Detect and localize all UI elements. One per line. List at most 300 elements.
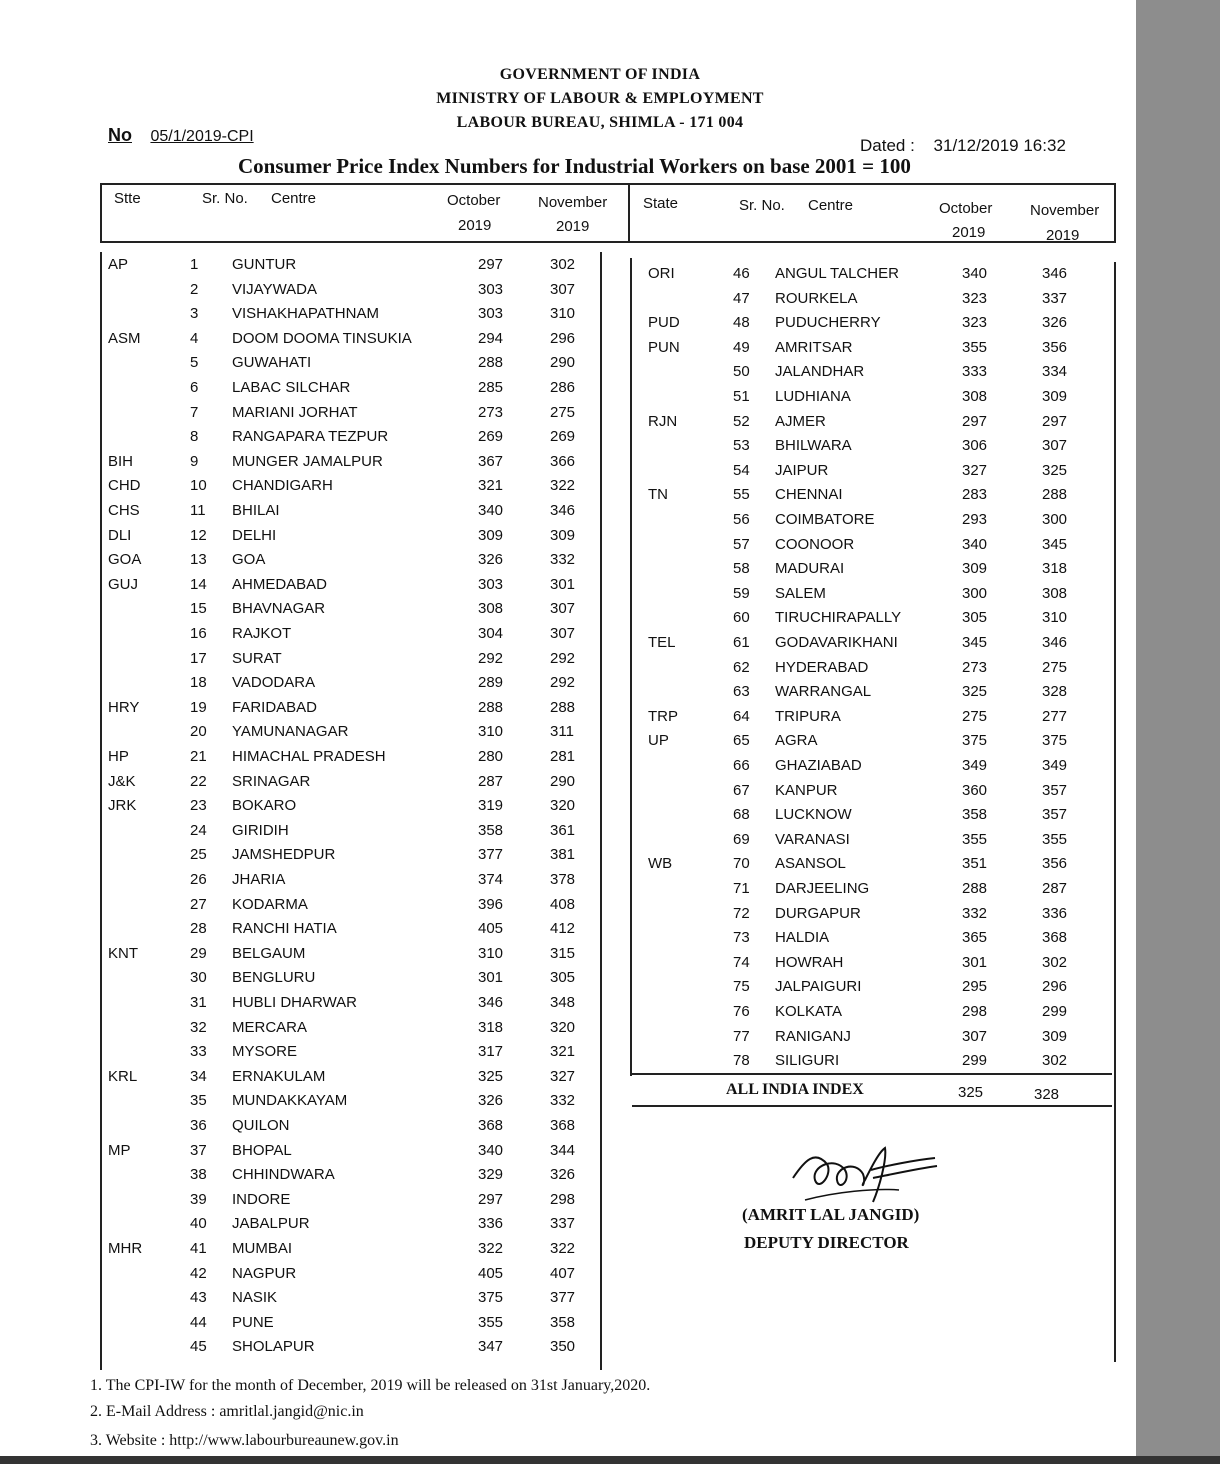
cell-centre: BELGAUM xyxy=(232,944,306,962)
cell-centre: RANIGANJ xyxy=(775,1027,851,1045)
cell-oct: 305 xyxy=(962,609,988,627)
col-header-centre-right: Centre xyxy=(808,197,854,214)
cell-state: ORI xyxy=(648,265,675,282)
cell-no: 35 xyxy=(190,1092,207,1110)
cell-state: TN xyxy=(648,486,668,504)
cell-oct: 355 xyxy=(962,338,988,356)
cell-oct: 308 xyxy=(478,600,504,618)
cell-oct: 273 xyxy=(962,658,988,676)
cell-no: 57 xyxy=(733,535,750,553)
cell-centre: TRIPURA xyxy=(775,707,841,725)
cell-nov: 377 xyxy=(550,1289,576,1307)
cell-nov: 315 xyxy=(550,944,576,962)
cell-oct: 317 xyxy=(478,1043,504,1061)
col-header-year-oct-left: 2019 xyxy=(458,217,492,234)
cell-state: CHD xyxy=(108,477,141,495)
cell-oct: 275 xyxy=(962,707,988,725)
cell-oct: 293 xyxy=(962,511,988,528)
cell-centre: WARRANGAL xyxy=(775,683,872,701)
cell-centre: GOA xyxy=(232,551,266,569)
cell-nov: 357 xyxy=(1042,781,1068,799)
cell-oct: 340 xyxy=(478,1141,504,1159)
cell-oct: 309 xyxy=(962,560,988,578)
cell-nov: 307 xyxy=(550,625,576,642)
cell-oct: 297 xyxy=(478,256,504,273)
cell-centre: SRINAGAR xyxy=(232,772,311,790)
cell-oct: 307 xyxy=(962,1027,988,1045)
cell-no: 72 xyxy=(733,904,750,922)
cell-state: PUN xyxy=(648,338,680,356)
cell-nov: 378 xyxy=(550,871,576,888)
cell-no: 71 xyxy=(733,880,750,897)
cell-nov: 337 xyxy=(550,1215,576,1233)
cell-oct: 321 xyxy=(478,477,504,495)
cell-centre: CHENNAI xyxy=(775,486,843,504)
cell-nov: 349 xyxy=(1042,757,1068,774)
cell-oct: 287 xyxy=(478,772,504,790)
all-india-november: 328 xyxy=(1034,1086,1060,1103)
cell-no: 26 xyxy=(190,871,207,888)
middle-divider xyxy=(600,252,602,1370)
cell-centre: SALEM xyxy=(775,584,826,602)
table-top-border xyxy=(100,183,1116,185)
cell-centre: YAMUNANAGAR xyxy=(232,723,349,741)
header-right-border xyxy=(1114,183,1116,242)
cell-centre: GHAZIABAD xyxy=(775,757,862,774)
cell-state: JRK xyxy=(108,797,137,815)
cell-nov: 327 xyxy=(550,1067,576,1085)
cell-oct: 375 xyxy=(478,1289,504,1307)
cell-no: 77 xyxy=(733,1027,750,1045)
cell-oct: 288 xyxy=(478,698,504,716)
cell-centre: JAIPUR xyxy=(775,461,829,479)
cell-nov: 300 xyxy=(1042,511,1068,528)
cell-oct: 327 xyxy=(962,461,988,479)
cell-no: 37 xyxy=(190,1141,207,1159)
cell-centre: CHANDIGARH xyxy=(232,477,333,495)
col-header-year-oct-right: 2019 xyxy=(952,224,986,241)
cell-centre: ANGUL TALCHER xyxy=(775,265,899,282)
cell-centre: BOKARO xyxy=(232,797,297,815)
cell-nov: 320 xyxy=(550,797,576,815)
cell-oct: 326 xyxy=(478,1092,504,1110)
document-number-value: 05/1/2019-CPI xyxy=(150,128,254,145)
col-header-state-right: State xyxy=(643,195,679,212)
cell-state: DLI xyxy=(108,526,132,544)
header-line-2: MINISTRY OF LABOUR & EMPLOYMENT xyxy=(436,90,764,107)
col-header-year-nov-left: 2019 xyxy=(556,218,590,235)
cell-no: 21 xyxy=(190,748,207,765)
cell-oct: 375 xyxy=(962,732,988,750)
cell-centre: GODAVARIKHANI xyxy=(775,634,898,651)
cell-oct: 340 xyxy=(962,265,988,282)
cell-state: WB xyxy=(648,855,673,873)
cell-no: 78 xyxy=(733,1052,750,1070)
cell-nov: 348 xyxy=(550,994,576,1011)
cell-centre: SURAT xyxy=(232,649,282,667)
cell-no: 31 xyxy=(190,994,207,1011)
cell-centre: GIRIDIH xyxy=(232,821,289,839)
cell-centre: HALDIA xyxy=(775,929,830,947)
cell-nov: 292 xyxy=(550,674,576,692)
cell-centre: BHILAI xyxy=(232,502,280,519)
cell-centre: AGRA xyxy=(775,732,818,750)
cell-nov: 296 xyxy=(1042,978,1068,996)
cell-state: ASM xyxy=(108,329,141,347)
cell-no: 56 xyxy=(733,511,750,528)
cell-oct: 336 xyxy=(478,1215,504,1233)
cell-no: 70 xyxy=(733,855,750,873)
cell-oct: 299 xyxy=(962,1052,988,1070)
cell-oct: 358 xyxy=(962,806,988,824)
cell-oct: 323 xyxy=(962,314,988,332)
cell-nov: 368 xyxy=(550,1117,576,1134)
cell-oct: 405 xyxy=(478,1264,504,1282)
cell-oct: 346 xyxy=(478,994,504,1011)
cell-centre: DELHI xyxy=(232,526,277,544)
cell-centre: JALPAIGURI xyxy=(775,978,862,996)
cell-oct: 283 xyxy=(962,486,988,504)
header-divider xyxy=(628,183,630,242)
cell-centre: DARJEELING xyxy=(775,880,870,897)
cell-no: 67 xyxy=(733,781,750,799)
cell-centre: COONOOR xyxy=(775,535,855,553)
cell-centre: MERCARA xyxy=(232,1018,308,1036)
cell-nov: 292 xyxy=(550,649,576,667)
cell-centre: GUNTUR xyxy=(232,256,297,273)
cell-oct: 351 xyxy=(962,855,988,873)
col-header-november-right: November xyxy=(1030,202,1100,219)
document-number-label: No xyxy=(108,125,132,145)
cell-state: CHS xyxy=(108,502,140,519)
cell-oct: 304 xyxy=(478,625,504,642)
cell-nov: 307 xyxy=(1042,437,1068,455)
cell-centre: KODARMA xyxy=(232,895,308,913)
cell-centre: NAGPUR xyxy=(232,1264,297,1282)
cell-no: 15 xyxy=(190,600,207,618)
cell-nov: 321 xyxy=(550,1043,576,1061)
cell-oct: 292 xyxy=(478,649,504,667)
cell-state: TRP xyxy=(648,707,678,725)
cell-no: 75 xyxy=(733,978,750,996)
cell-centre: MUMBAI xyxy=(232,1240,292,1257)
cell-nov: 346 xyxy=(1042,265,1068,282)
cell-no: 32 xyxy=(190,1018,207,1036)
cell-nov: 308 xyxy=(1042,584,1068,602)
viewer-side-margin xyxy=(1136,0,1220,1464)
cell-centre: BHILWARA xyxy=(775,437,852,455)
cell-state: HP xyxy=(108,748,129,765)
cell-oct: 329 xyxy=(478,1166,504,1184)
cell-no: 52 xyxy=(733,412,750,430)
cell-nov: 309 xyxy=(550,526,576,544)
cell-centre: LUDHIANA xyxy=(775,388,851,405)
cell-no: 53 xyxy=(733,437,750,455)
cell-nov: 361 xyxy=(550,821,576,839)
cell-centre: INDORE xyxy=(232,1190,291,1208)
cell-nov: 355 xyxy=(1042,830,1068,848)
cell-no: 14 xyxy=(190,575,207,593)
cell-no: 27 xyxy=(190,895,207,913)
cell-no: 60 xyxy=(733,609,750,627)
cell-oct: 333 xyxy=(962,363,988,381)
cell-nov: 344 xyxy=(550,1141,576,1159)
col-header-srno-right: Sr. No. xyxy=(739,197,785,214)
cell-centre: RAJKOT xyxy=(232,625,292,642)
date-value: 31/12/2019 16:32 xyxy=(933,136,1066,155)
cell-oct: 322 xyxy=(478,1240,504,1257)
cell-no: 5 xyxy=(190,354,199,372)
cell-state: BIH xyxy=(108,452,134,470)
cell-centre: BENGLURU xyxy=(232,969,316,987)
page-title: Consumer Price Index Numbers for Industrial Workers on base 2001 = 100 xyxy=(238,154,911,178)
cell-no: 18 xyxy=(190,674,207,692)
cell-centre: LUCKNOW xyxy=(775,806,852,824)
footnote-2: 2. E-Mail Address : amritlal.jangid@nic.in xyxy=(90,1403,364,1420)
cell-nov: 277 xyxy=(1042,707,1068,725)
cell-nov: 345 xyxy=(1042,535,1068,553)
cell-no: 69 xyxy=(733,830,750,848)
cell-no: 41 xyxy=(190,1240,207,1257)
cell-no: 13 xyxy=(190,551,207,569)
cell-centre: CHHINDWARA xyxy=(232,1166,335,1184)
cell-nov: 298 xyxy=(550,1190,576,1208)
header-line-3: LABOUR BUREAU, SHIMLA - 171 004 xyxy=(456,114,744,131)
cell-state: KNT xyxy=(108,944,138,962)
cell-no: 4 xyxy=(190,329,199,347)
cell-no: 59 xyxy=(733,584,750,602)
cell-nov: 326 xyxy=(1042,314,1068,332)
cell-oct: 325 xyxy=(962,683,988,701)
cell-nov: 318 xyxy=(1042,560,1068,578)
cell-centre: FARIDABAD xyxy=(232,698,318,716)
col-header-november-left: November xyxy=(538,194,608,211)
cell-nov: 309 xyxy=(1042,1027,1068,1045)
cell-centre: PUNE xyxy=(232,1313,274,1331)
cell-no: 25 xyxy=(190,846,207,864)
cell-nov: 322 xyxy=(550,1240,576,1257)
cell-no: 50 xyxy=(733,363,750,381)
cell-oct: 358 xyxy=(478,821,504,839)
cell-no: 49 xyxy=(733,338,750,356)
cell-centre: RANGAPARA TEZPUR xyxy=(232,428,389,446)
cell-no: 43 xyxy=(190,1289,207,1307)
cell-oct: 308 xyxy=(962,388,988,405)
cell-centre: DURGAPUR xyxy=(775,904,861,922)
cell-state: MP xyxy=(108,1141,131,1159)
cell-nov: 350 xyxy=(550,1338,576,1356)
cell-oct: 269 xyxy=(478,428,504,446)
cell-oct: 318 xyxy=(478,1018,504,1036)
cell-centre: AHMEDABAD xyxy=(232,575,328,593)
cell-nov: 299 xyxy=(1042,1003,1068,1020)
all-india-top-rule xyxy=(632,1073,1112,1075)
date-label: Dated : xyxy=(860,136,915,155)
cell-no: 38 xyxy=(190,1166,207,1184)
cell-nov: 290 xyxy=(550,354,576,372)
cell-nov: 375 xyxy=(1042,732,1068,750)
cell-centre: MYSORE xyxy=(232,1043,298,1061)
cell-centre: SILIGURI xyxy=(775,1052,840,1070)
cell-oct: 365 xyxy=(962,929,988,947)
cell-oct: 355 xyxy=(962,830,988,848)
right-table-outer-border xyxy=(1114,262,1116,1362)
cell-nov: 288 xyxy=(550,698,576,716)
cell-state: UP xyxy=(648,732,669,750)
cell-oct: 294 xyxy=(478,329,504,347)
cell-no: 3 xyxy=(190,305,199,323)
cell-oct: 301 xyxy=(962,953,988,971)
cell-state: PUD xyxy=(648,314,680,332)
cell-no: 2 xyxy=(190,280,199,298)
cell-no: 46 xyxy=(733,265,750,282)
cell-centre: LABAC SILCHAR xyxy=(232,379,351,396)
cell-oct: 301 xyxy=(478,969,504,987)
cell-nov: 296 xyxy=(550,329,576,347)
cell-no: 74 xyxy=(733,953,750,971)
cell-centre: GUWAHATI xyxy=(232,354,312,372)
header-bottom-border xyxy=(100,241,1116,243)
cell-no: 65 xyxy=(733,732,750,750)
cell-oct: 288 xyxy=(962,880,988,897)
cell-centre: VISHAKHAPATHNAM xyxy=(232,305,379,323)
cell-oct: 295 xyxy=(962,978,988,996)
cell-state: GOA xyxy=(108,551,142,569)
signatory-name: (AMRIT LAL JANGID) xyxy=(742,1205,920,1224)
cell-nov: 309 xyxy=(1042,388,1068,405)
cell-oct: 298 xyxy=(962,1003,988,1020)
cell-no: 10 xyxy=(190,477,207,495)
cell-nov: 269 xyxy=(550,428,576,446)
cell-oct: 377 xyxy=(478,846,504,864)
all-india-bottom-rule xyxy=(632,1105,1112,1107)
cell-no: 58 xyxy=(733,560,750,578)
cell-nov: 332 xyxy=(550,1092,576,1110)
cell-nov: 346 xyxy=(1042,634,1068,651)
footnote-1: 1. The CPI-IW for the month of December, 2019 will be released on 31st January,2020. xyxy=(90,1377,651,1394)
cell-nov: 275 xyxy=(1042,658,1068,676)
cell-nov: 346 xyxy=(550,502,576,519)
cell-centre: AJMER xyxy=(775,412,826,430)
cell-no: 30 xyxy=(190,969,207,987)
cell-no: 11 xyxy=(190,502,206,519)
cell-nov: 356 xyxy=(1042,855,1068,873)
cell-nov: 287 xyxy=(1042,880,1068,897)
cell-centre: QUILON xyxy=(232,1117,290,1134)
cell-nov: 307 xyxy=(550,600,576,618)
cell-centre: MUNDAKKAYAM xyxy=(232,1092,348,1110)
cell-nov: 307 xyxy=(550,280,576,298)
cell-centre: BHOPAL xyxy=(232,1141,292,1159)
cell-state: KRL xyxy=(108,1067,138,1085)
cell-centre: COIMBATORE xyxy=(775,511,875,528)
cell-state: HRY xyxy=(108,698,140,716)
header-left-border xyxy=(100,183,102,242)
cell-state: MHR xyxy=(108,1240,143,1257)
cell-no: 12 xyxy=(190,526,207,544)
cell-state: RJN xyxy=(648,412,678,430)
all-india-label: ALL INDIA INDEX xyxy=(726,1081,864,1098)
cell-centre: KOLKATA xyxy=(775,1003,842,1020)
col-header-year-nov-right: 2019 xyxy=(1046,227,1080,244)
cell-state: GUJ xyxy=(108,575,138,593)
col-header-srno-left: Sr. No. xyxy=(202,190,248,207)
cell-nov: 357 xyxy=(1042,806,1068,824)
cell-centre: JALANDHAR xyxy=(775,363,865,381)
cell-oct: 323 xyxy=(962,289,988,307)
col-header-state-left: Stte xyxy=(114,190,141,207)
right-table-inner-border xyxy=(630,258,632,1076)
cell-no: 42 xyxy=(190,1264,207,1282)
cell-no: 34 xyxy=(190,1067,207,1085)
cell-centre: NASIK xyxy=(232,1289,278,1307)
cell-oct: 310 xyxy=(478,944,504,962)
cell-no: 39 xyxy=(190,1190,207,1208)
cell-no: 23 xyxy=(190,797,207,815)
cell-centre: JAMSHEDPUR xyxy=(232,846,336,864)
cell-nov: 337 xyxy=(1042,289,1068,307)
cell-no: 16 xyxy=(190,625,207,642)
header-line-1: GOVERNMENT OF INDIA xyxy=(499,66,701,83)
cell-oct: 374 xyxy=(478,871,504,888)
cell-centre: VIJAYWADA xyxy=(232,280,318,298)
cell-centre: KANPUR xyxy=(775,781,838,799)
cell-nov: 412 xyxy=(550,920,576,938)
cell-no: 66 xyxy=(733,757,750,774)
cell-oct: 297 xyxy=(962,412,988,430)
cell-no: 7 xyxy=(190,403,199,421)
cell-no: 40 xyxy=(190,1215,207,1233)
cell-nov: 302 xyxy=(1042,1052,1068,1070)
cell-nov: 322 xyxy=(550,477,576,495)
document-number xyxy=(108,125,254,146)
cell-nov: 358 xyxy=(550,1313,576,1331)
cell-nov: 407 xyxy=(550,1264,576,1282)
cell-centre: RANCHI HATIA xyxy=(232,920,337,938)
cell-centre: MARIANI JORHAT xyxy=(232,403,358,421)
cell-nov: 366 xyxy=(550,452,576,470)
cell-nov: 310 xyxy=(1042,609,1068,627)
cell-nov: 288 xyxy=(1042,486,1068,504)
cell-nov: 381 xyxy=(550,846,576,864)
cell-no: 47 xyxy=(733,289,750,307)
cell-oct: 405 xyxy=(478,920,504,938)
cell-oct: 306 xyxy=(962,437,988,455)
cell-state: AP xyxy=(108,256,129,273)
cell-nov: 275 xyxy=(550,403,576,421)
cell-oct: 355 xyxy=(478,1313,504,1331)
cell-centre: ERNAKULAM xyxy=(232,1067,326,1085)
cell-centre: PUDUCHERRY xyxy=(775,314,881,332)
viewer-bottom-edge xyxy=(0,1456,1220,1464)
footnote-3: 3. Website : http://www.labourbureaunew.gov.in xyxy=(90,1432,399,1449)
all-india-october: 325 xyxy=(958,1084,984,1101)
cell-no: 36 xyxy=(190,1117,207,1134)
cell-no: 22 xyxy=(190,772,207,790)
cell-oct: 340 xyxy=(478,502,504,519)
cell-centre: VARANASI xyxy=(775,830,850,848)
cell-no: 54 xyxy=(733,461,750,479)
cell-oct: 273 xyxy=(478,403,504,421)
cell-oct: 285 xyxy=(478,379,504,396)
cell-no: 29 xyxy=(190,944,207,962)
cell-no: 64 xyxy=(733,707,750,725)
cell-state: TEL xyxy=(648,634,676,651)
col-header-centre-left: Centre xyxy=(271,190,317,207)
cell-oct: 300 xyxy=(962,584,988,602)
cell-oct: 280 xyxy=(478,748,504,765)
cell-nov: 320 xyxy=(550,1018,576,1036)
